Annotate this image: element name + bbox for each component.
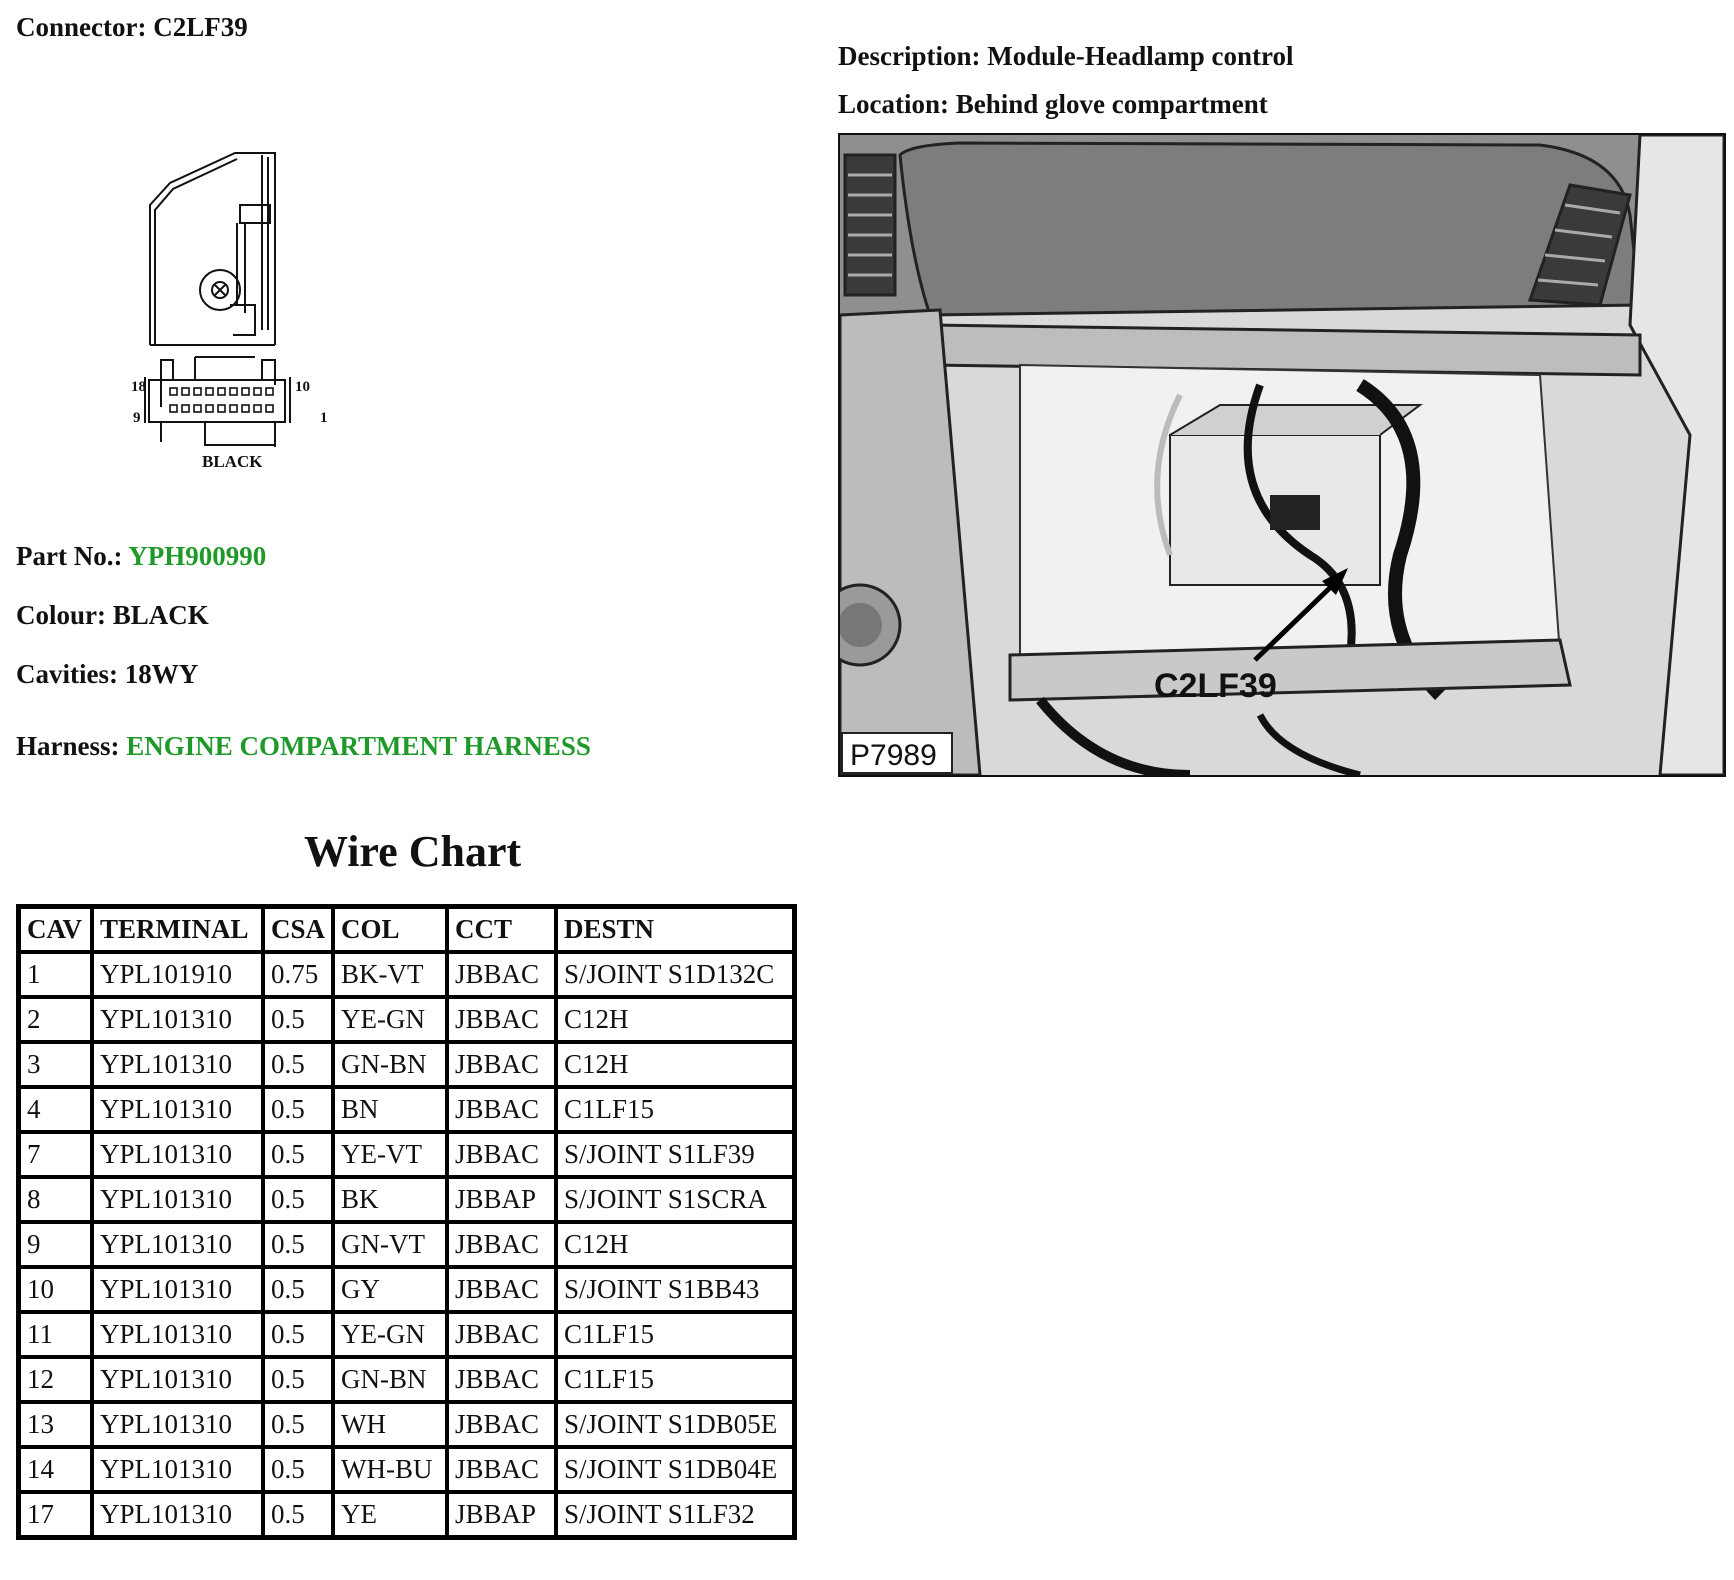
cell-cct: JBBAC [447, 952, 556, 997]
cell-csa: 0.5 [263, 997, 333, 1042]
cell-cct: JBBAC [447, 1042, 556, 1087]
cell-destn: C12H [556, 997, 794, 1042]
table-row [19, 1312, 794, 1357]
table-row [19, 1447, 794, 1492]
cell-terminal: YPL101310 [92, 1132, 263, 1177]
cell-cav: 3 [19, 1042, 92, 1087]
cell-col: GY [333, 1267, 447, 1312]
cavity-grid [170, 388, 273, 412]
cell-col: YE-VT [333, 1132, 447, 1177]
cell-csa: 0.5 [263, 1447, 333, 1492]
photo-figure-id: P7989 [850, 739, 937, 772]
table-row [19, 1402, 794, 1447]
table-row [19, 952, 794, 997]
cell-cav: 13 [19, 1402, 92, 1447]
connector-body [149, 380, 285, 422]
cell-cct: JBBAC [447, 997, 556, 1042]
cell-destn: S/JOINT S1LF39 [556, 1132, 794, 1177]
header-cav: CAV [19, 907, 92, 952]
pin-label-1: 1 [320, 410, 328, 426]
cell-cct: JBBAC [447, 1447, 556, 1492]
cell-cav: 9 [19, 1222, 92, 1267]
cell-destn: C12H [556, 1222, 794, 1267]
cell-destn: C12H [556, 1042, 794, 1087]
cell-terminal: YPL101310 [92, 1222, 263, 1267]
cell-cav: 11 [19, 1312, 92, 1357]
cell-destn: S/JOINT S1DB04E [556, 1447, 794, 1492]
cell-csa: 0.5 [263, 1357, 333, 1402]
header-cct: CCT [447, 907, 556, 952]
cell-cct: JBBAC [447, 1087, 556, 1132]
cell-csa: 0.5 [263, 1222, 333, 1267]
cell-destn: S/JOINT S1BB43 [556, 1267, 794, 1312]
colour-label: Colour: [16, 600, 106, 630]
cavities-value: 18WY [124, 659, 199, 689]
cell-cav: 7 [19, 1132, 92, 1177]
cell-terminal: YPL101310 [92, 1447, 263, 1492]
cell-cct: JBBAC [447, 1402, 556, 1447]
photo-callout-label: C2LF39 [1154, 667, 1277, 705]
table-header-row [19, 907, 794, 952]
cell-cct: JBBAC [447, 1312, 556, 1357]
cavities-label: Cavities: [16, 659, 118, 689]
connector-label: Connector: [16, 12, 147, 42]
cell-cct: JBBAC [447, 1357, 556, 1402]
table-row [19, 1132, 794, 1177]
cell-cav: 8 [19, 1177, 92, 1222]
cell-col: GN-BN [333, 1042, 447, 1087]
pin-label-10: 10 [295, 379, 310, 395]
cell-cav: 17 [19, 1492, 92, 1537]
cell-cav: 14 [19, 1447, 92, 1492]
cell-terminal: YPL101310 [92, 1042, 263, 1087]
cell-terminal: YPL101310 [92, 1312, 263, 1357]
location-photo [838, 133, 1726, 777]
location-value: Behind glove compartment [955, 89, 1268, 119]
harness-label: Harness: [16, 731, 120, 761]
cell-col: BK-VT [333, 952, 447, 997]
table-row [19, 1087, 794, 1132]
cell-csa: 0.75 [263, 952, 333, 997]
cell-csa: 0.5 [263, 1492, 333, 1537]
location-line [838, 91, 1268, 118]
cell-csa: 0.5 [263, 1402, 333, 1447]
cell-terminal: YPL101310 [92, 1087, 263, 1132]
connector-line [16, 14, 248, 41]
cell-destn: S/JOINT S1DB05E [556, 1402, 794, 1447]
cell-col: BK [333, 1177, 447, 1222]
part-number-value[interactable]: YPH900990 [128, 541, 267, 571]
header-col: COL [333, 907, 447, 952]
wire-chart-body [19, 952, 794, 1537]
cell-terminal: YPL101310 [92, 997, 263, 1042]
cell-col: YE-GN [333, 997, 447, 1042]
cavities-line [16, 661, 198, 688]
table-row [19, 1357, 794, 1402]
cell-destn: S/JOINT S1SCRA [556, 1177, 794, 1222]
cell-cav: 4 [19, 1087, 92, 1132]
cell-cct: JBBAP [447, 1492, 556, 1537]
cell-col: YE [333, 1492, 447, 1537]
header-destn: DESTN [556, 907, 794, 952]
cell-col: BN [333, 1087, 447, 1132]
cell-cct: JBBAC [447, 1132, 556, 1177]
cell-destn: C1LF15 [556, 1087, 794, 1132]
cell-terminal: YPL101910 [92, 952, 263, 997]
cell-cct: JBBAC [447, 1222, 556, 1267]
cell-csa: 0.5 [263, 1042, 333, 1087]
header-csa: CSA [263, 907, 333, 952]
cell-terminal: YPL101310 [92, 1492, 263, 1537]
description-line [838, 43, 1293, 70]
cell-destn: S/JOINT S1D132C [556, 952, 794, 997]
connector-housing-outline [150, 153, 275, 345]
wire-chart-table [16, 904, 797, 1540]
cell-destn: C1LF15 [556, 1357, 794, 1402]
cell-cav: 12 [19, 1357, 92, 1402]
cell-terminal: YPL101310 [92, 1357, 263, 1402]
cell-terminal: YPL101310 [92, 1267, 263, 1312]
table-row [19, 1042, 794, 1087]
table-row [19, 997, 794, 1042]
cell-csa: 0.5 [263, 1132, 333, 1177]
colour-value: BLACK [112, 600, 209, 630]
cell-col: WH-BU [333, 1447, 447, 1492]
cell-cct: JBBAC [447, 1267, 556, 1312]
cell-cav: 10 [19, 1267, 92, 1312]
pin-label-18: 18 [131, 379, 146, 395]
connector-diagram [125, 145, 355, 485]
cell-csa: 0.5 [263, 1312, 333, 1357]
harness-line [16, 733, 591, 760]
cell-csa: 0.5 [263, 1267, 333, 1312]
left-vent-icon [845, 155, 895, 295]
cell-col: WH [333, 1402, 447, 1447]
description-label: Description: [838, 41, 981, 71]
cell-cav: 2 [19, 997, 92, 1042]
table-row [19, 1177, 794, 1222]
wire-chart-title: Wire Chart [304, 827, 522, 876]
table-row [19, 1222, 794, 1267]
cell-cct: JBBAP [447, 1177, 556, 1222]
diagram-colour-label: BLACK [202, 452, 263, 471]
cell-col: GN-VT [333, 1222, 447, 1267]
cell-destn: C1LF15 [556, 1312, 794, 1357]
cell-col: GN-BN [333, 1357, 447, 1402]
table-row [19, 1492, 794, 1537]
description-value: Module-Headlamp control [987, 41, 1294, 71]
part-number-line [16, 543, 266, 570]
connector-value: C2LF39 [153, 12, 248, 42]
location-label: Location: [838, 89, 949, 119]
cell-col: YE-GN [333, 1312, 447, 1357]
colour-line [16, 602, 209, 629]
cell-csa: 0.5 [263, 1177, 333, 1222]
cell-csa: 0.5 [263, 1087, 333, 1132]
part-number-label: Part No.: [16, 541, 123, 571]
glovebox-illustration [840, 135, 1724, 775]
pin-label-9: 9 [133, 410, 141, 426]
cell-destn: S/JOINT S1LF32 [556, 1492, 794, 1537]
cell-cav: 1 [19, 952, 92, 997]
cell-terminal: YPL101310 [92, 1402, 263, 1447]
table-row [19, 1267, 794, 1312]
connector-c2lf39 [1270, 495, 1320, 530]
header-terminal: TERMINAL [92, 907, 263, 952]
cell-terminal: YPL101310 [92, 1177, 263, 1222]
harness-value[interactable]: ENGINE COMPARTMENT HARNESS [126, 731, 591, 761]
